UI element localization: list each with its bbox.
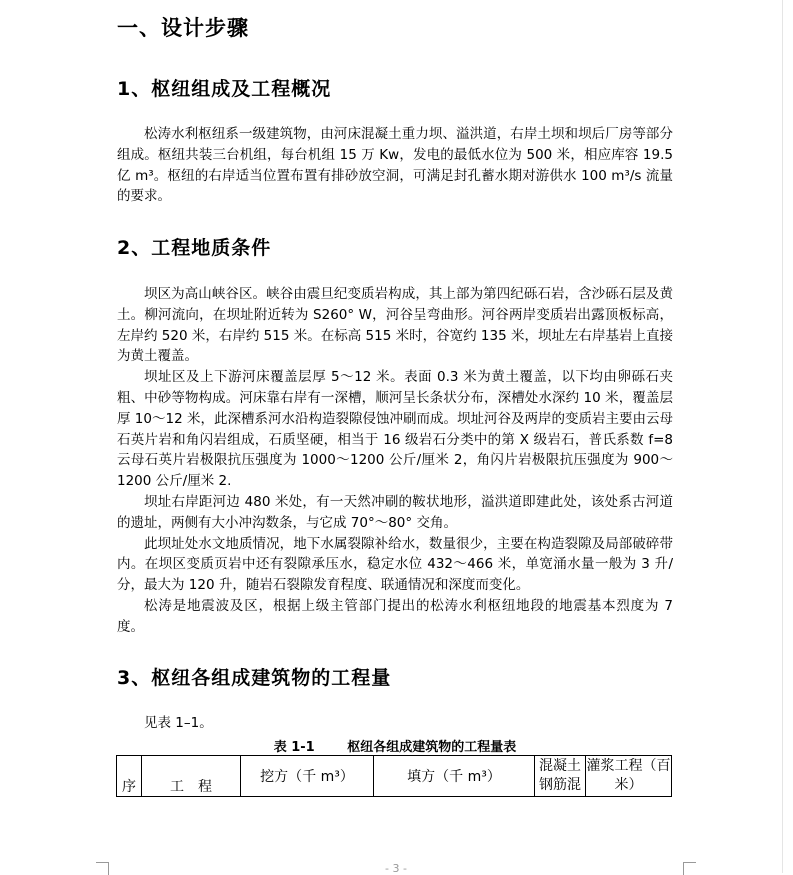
page-corner-mark-left [96, 862, 109, 875]
paragraph: 此坝址处水文地质情况，地下水属裂隙补给水，数量很少，主要在构造裂隙及局部破碎带内。在坝区变质页岩中还有裂隙承压水，稳定水位 432～466 米，单宽涌水量一般为 3 升/分，最大为 120 升，随岩石裂隙发育程度、联通情况和深度而变化。 [117, 535, 673, 594]
page-number: - 3 - [385, 862, 407, 875]
paragraph: 松涛水利枢纽系一级建筑物，由河床混凝土重力坝、溢洪道，右岸土坝和坝后厂房等部分组成。枢纽共装三台机组，每台机组 15 万 Kw，发电的最低水位为 500 米，相应库容 19.5 亿 m³。枢纽的右岸适当位置布置有排砂放空洞，可满足封孔蓄水期对游供水 100 m³/s 流量的要求。 [117, 126, 673, 205]
section-1-heading: 1、枢纽组成及工程概况 [117, 78, 332, 100]
section-1-body [117, 124, 673, 207]
section-3-heading: 3、枢纽各组成建筑物的工程量 [117, 667, 392, 689]
header-project: 工 程 [142, 756, 241, 797]
header-seq: 序 [117, 756, 142, 797]
section-3-body [117, 713, 673, 734]
section-2-body [117, 284, 673, 638]
paragraph: 坝区为高山峡谷区。峡谷由震旦纪变质岩构成，其上部为第四纪砾石岩，含沙砾石层及黄土。柳河流向，在坝址附近转为 S260° W，河谷呈弯曲形。河谷两岸变质岩出露顶板标高，左岸约 520 米，右岸约 515 米。在标高 515 米时，谷宽约 135 米，坝址左右岸基岩上直接为黄土覆盖。 [117, 286, 673, 365]
table-header-row [117, 756, 672, 797]
table-caption [117, 736, 673, 755]
paragraph: 坝址区及上下游河床覆盖层厚 5～12 米。表面 0.3 米为黄土覆盖，以下均由卵砾石夹粗、中砂等物构成。河床靠右岸有一深槽，顺河呈长条状分布，深槽处水深约 10 米，覆盖层厚 10～12 米，此深槽系河水沿构造裂隙侵蚀冲刷而成。坝址河谷及两岸的变质岩主要由云母石英片岩和角闪岩组成，石质坚硬，相当于 16 级岩石分类中的第 X 级岩石，普氏系数 f=8 云母石英片岩极限抗压强度为 1000～1200 公斤/厘米 2，角闪片岩极限抗压强度为 900～1200 公斤/厘米 2. [117, 369, 673, 490]
paragraph: 见表 1–1。 [144, 715, 213, 731]
header-concrete: 混凝土 钢筋混 [535, 756, 586, 797]
quantity-table [116, 755, 672, 797]
section-2-heading: 2、工程地质条件 [117, 237, 272, 259]
page-edge [782, 0, 783, 873]
main-heading: 一、设计步骤 [117, 16, 249, 40]
paragraph: 松涛是地震波及区，根据上级主管部门提出的松涛水利枢纽地段的地震基本烈度为 7 度。 [117, 597, 673, 635]
table-number: 表 1-1 [273, 740, 315, 755]
paragraph: 坝址右岸距河边 480 米处，有一天然冲刷的鞍状地形，溢洪道即建此处，该处系古河道的遗址，两侧有大小冲沟数条，与它成 70°～80° 交角。 [117, 493, 673, 531]
page-corner-mark-right [683, 862, 696, 875]
header-grouting: 灌浆工程（百米） [586, 756, 672, 797]
header-excavation: 挖方（千 m³） [241, 756, 374, 797]
table-title: 枢纽各组成建筑物的工程量表 [347, 740, 517, 755]
header-fill: 填方（千 m³） [374, 756, 535, 797]
